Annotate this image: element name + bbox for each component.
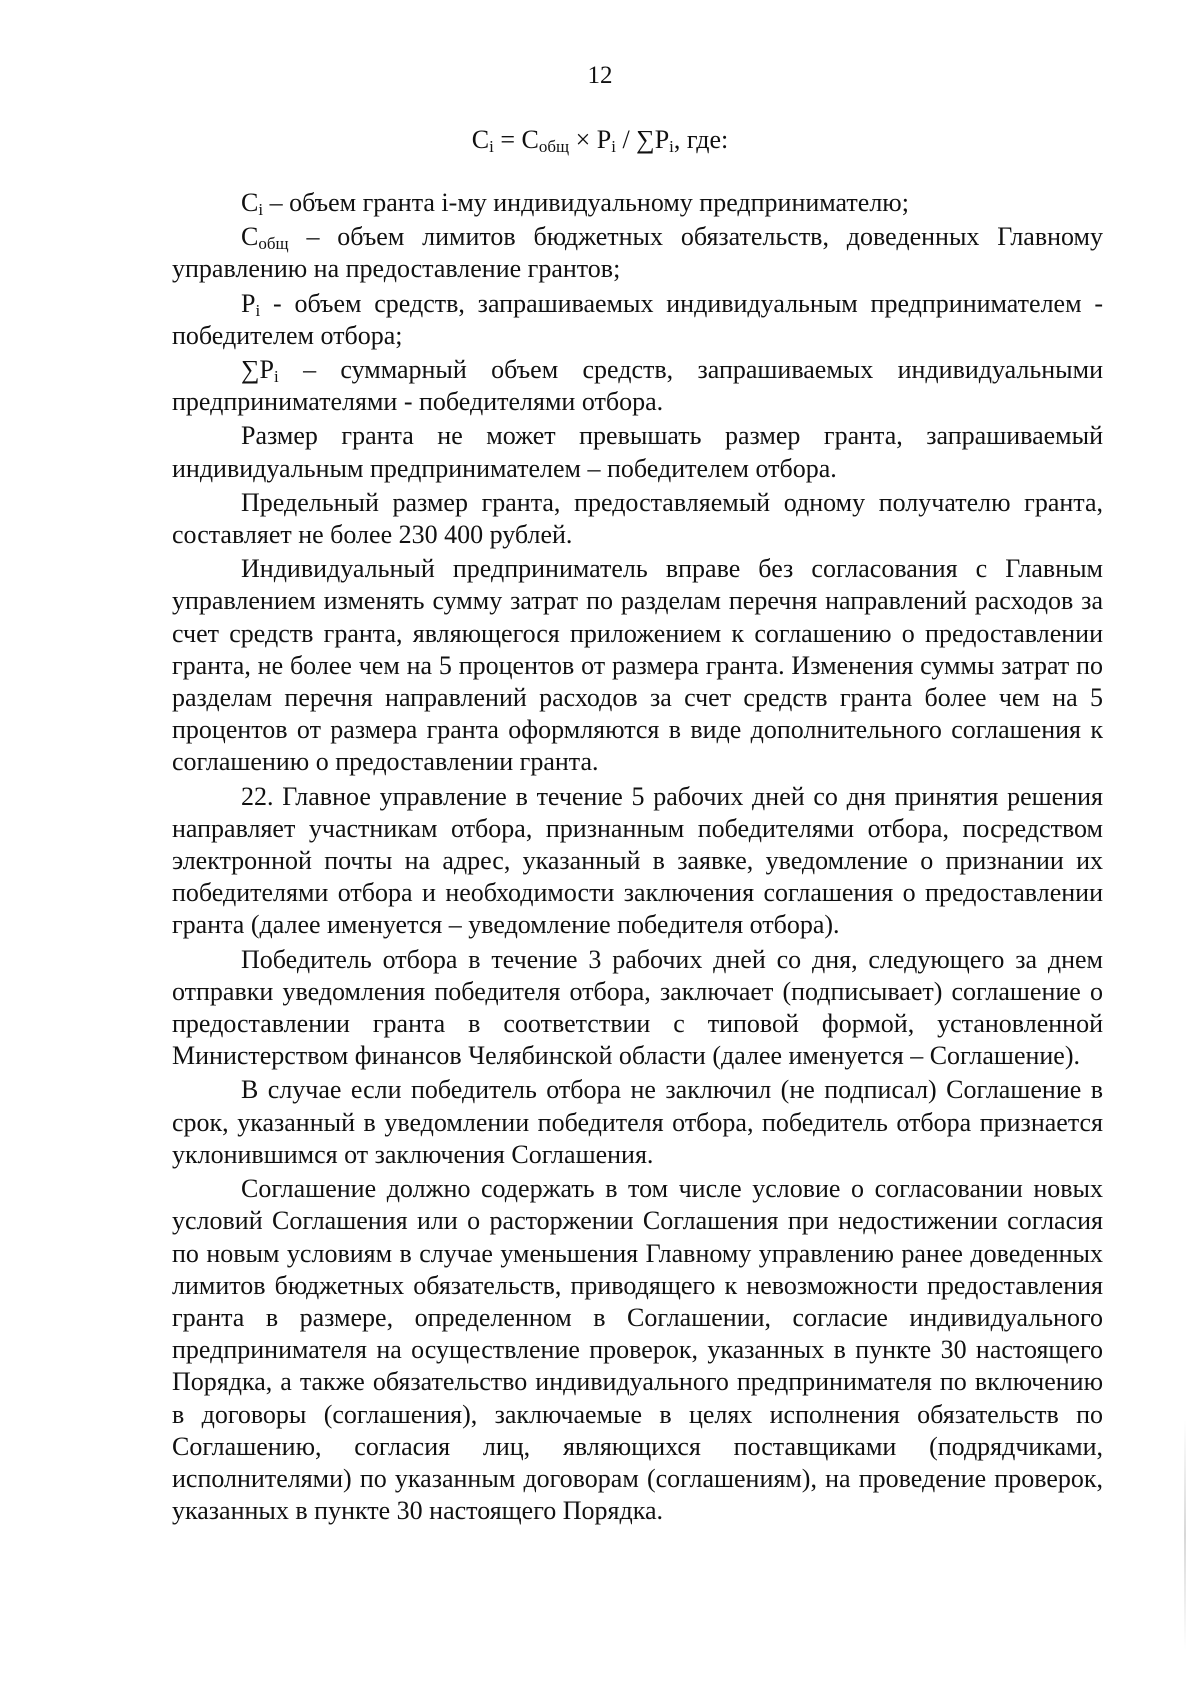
definition-subscript: i: [274, 367, 279, 387]
scan-edge-artifact: [1184, 1420, 1186, 1650]
definition-subscript: общ: [258, 234, 289, 254]
paragraph-grant-limit: Размер гранта не может превышать размер гранта, запрашиваемый индивидуальным предпринимателем – победителем отбора.: [172, 421, 1103, 483]
definition-text: – объем гранта i-му индивидуальному предпринимателю;: [263, 188, 909, 217]
definition-symbol: P: [241, 288, 256, 318]
definition-symbol: ∑P: [241, 355, 274, 385]
definition-ci: [172, 187, 1103, 219]
formula-sum-symbol: / ∑P: [615, 125, 670, 154]
formula-tail: , где:: [673, 125, 729, 154]
document-body: [172, 187, 1103, 1529]
page-number: 12: [587, 62, 613, 89]
definition-subscript: i: [258, 200, 264, 219]
definition-text: – суммарный объем средств, запрашиваемых индивидуальными предпринимателями - победителями отбора.: [172, 355, 1103, 417]
paragraph-22-notification: 22. Главное управление в течение 5 рабочих дней со дня принятия решения направляет участникам отбора, признанным победителями отбора, посредством электронной почты на адрес, указанный в заявке, уведомление о признании их победителями отбора и необходимости заключения соглашения о предоставлении гранта (далее именуется – уведомление победителя отбора).: [172, 781, 1103, 940]
formula-lhs-subscript: i: [489, 137, 494, 156]
paragraph-agreement-signing: Победитель отбора в течение 3 рабочих дней со дня, следующего за днем отправки уведомления победителя отбора, заключает (подписывает) соглашение о предоставлении гранта в соответствии с типовой формой, установленной Министерством финансов Челябинской области (далее именуется – Соглашение).: [172, 944, 1103, 1071]
definition-symbol: C: [241, 188, 259, 217]
definition-symbol: C: [241, 222, 259, 252]
formula-sum-subscript: i: [669, 137, 674, 156]
formula-lhs: C: [471, 125, 490, 154]
formula-p-subscript: i: [611, 137, 616, 156]
paragraph-evasion: В случае если победитель отбора не заключил (не подписал) Соглашение в срок, указанный в уведомлении победителя отбора, победитель отбора признается уклонившимся от заключения Соглашения.: [172, 1075, 1103, 1169]
definition-sum-pi: [172, 354, 1103, 418]
formula-total-subscript: общ: [538, 137, 570, 156]
definition-text: - объем средств, запрашиваемых индивидуальным предпринимателем - победителем отбора;: [172, 288, 1103, 350]
definition-c-total: [172, 221, 1103, 285]
definition-subscript: i: [255, 300, 261, 320]
paragraph-agreement-contents: Соглашение должно содержать в том числе условие о согласовании новых условий Соглашения или о расторжении Соглашения при недостижении согласия по новым условиям в случае уменьшения Главному управлению ранее доведенных лимитов бюджетных обязательств, приводящего к невозможности предоставления гранта в размере, определенном в Соглашении, согласие индивидуального предпринимателя на осуществление проверок, указанных в пункте 30 настоящего Порядка, а также обязательство индивидуального предпринимателя по включению в договоры (соглашения), заключаемые в целях исполнения обязательств по Соглашению, согласия лиц, являющихся поставщиками (подрядчиками, исполнителями) по указанным договорам (соглашениям), на проведение проверок, указанных в пункте 30 настоящего Порядка.: [172, 1174, 1103, 1526]
grant-formula: [0, 125, 1200, 155]
formula-total-symbol: = C: [493, 125, 539, 154]
paragraph-max-grant: Предельный размер гранта, предоставляемый одному получателю гранта, составляет не более 230 400 рублей.: [172, 487, 1103, 550]
paragraph-cost-changes: Индивидуальный предприниматель вправе без согласования с Главным управлением изменять сумму затрат по разделам перечня направлений расходов за счет средств гранта, являющегося приложением к соглашению о предоставлении гранта, не более чем на 5 процентов от размера гранта. Изменения суммы затрат по разделам перечня направлений расходов за счет средств гранта более чем на 5 процентов от размера гранта оформляются в виде дополнительного соглашения к соглашению о предоставлении гранта.: [172, 554, 1103, 777]
formula-p-symbol: × P: [569, 125, 612, 154]
definition-text: – объем лимитов бюджетных обязательств, доведенных Главному управлению на предоставление грантов;: [172, 222, 1103, 284]
definition-pi: [172, 288, 1103, 352]
